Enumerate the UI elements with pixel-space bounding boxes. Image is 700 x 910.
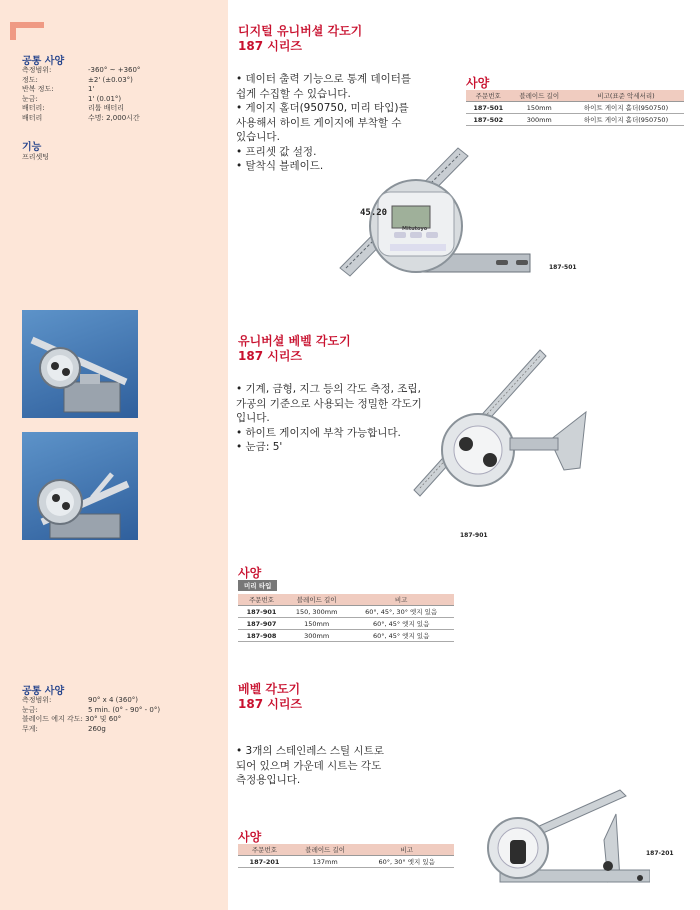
spec-row: 무게: 260g xyxy=(22,724,106,733)
section3-title xyxy=(238,682,302,712)
spec-row: 측정범위: -360° ~ +360° xyxy=(22,66,141,74)
table-header-row: 주문번호 블레이드 길이 비고(표준 악세서리) xyxy=(466,90,684,102)
common-spec-list-2 xyxy=(22,696,160,734)
spec-row: 반복 정도: 1' xyxy=(22,85,95,93)
spec-row: 블레이드 에지 각도: 30° 및 60° xyxy=(22,715,122,723)
common-spec-title-2: 공통 사양 xyxy=(22,686,65,697)
section3-series: 187 시리즈 xyxy=(238,697,303,711)
table-header-row: 주문번호 블레이드 길이 비고 xyxy=(238,594,454,606)
protractor-photo-1-illustration xyxy=(22,310,138,418)
corner-mark xyxy=(10,22,44,40)
table-header-row: 주문번호 블레이드 길이 비고 xyxy=(238,844,454,856)
product-photo-1 xyxy=(22,310,138,418)
common-spec-title-1: 공통 사양 xyxy=(22,56,65,67)
section2-model-tag: 187-901 xyxy=(460,532,488,539)
section2-series: 187 시리즈 xyxy=(238,349,303,363)
spec-row: 배터리 수명: 2,000시간 xyxy=(22,113,140,122)
section1-bullets: • 데이터 출력 기능으로 통계 데이터를 쉽게 수집할 수 있습니다. • 게이지 홀더(950750, 미리 타입)를 사용해서 하이트 게이지에 부착할 수 있습니다. • 프리셋 값 설정. • 탈착식 블레이드. xyxy=(236,73,412,172)
digital-protractor-illustration xyxy=(330,100,550,280)
section1-title xyxy=(238,24,362,54)
section3-title-line1: 베벨 각도기 xyxy=(238,682,301,696)
table-row: 187-501 150mm 하이트 게이지 홀더(950750) xyxy=(466,102,684,114)
product-photo-2 xyxy=(22,432,138,540)
section1-title-line1: 디지털 유니버셜 각도기 xyxy=(238,24,363,38)
section3-spec-title: 사양 xyxy=(238,830,262,844)
spec-row: 눈금: 5 min. (0° - 90° - 0°) xyxy=(22,705,161,714)
bevel-protractor-small-illustration xyxy=(470,770,650,900)
table-row: 187-201 137mm 60°, 30° 엣지 있음 xyxy=(238,856,454,868)
section1-spec-title: 사양 xyxy=(466,76,490,90)
table-row: 187-502 300mm 하이트 게이지 홀더(950750) xyxy=(466,114,684,126)
bevel-protractor-illustration xyxy=(410,340,590,510)
common-spec-list-1 xyxy=(22,66,140,123)
spec-row: 눈금: 1' (0.01°) xyxy=(22,94,122,103)
table-row: 187-907 150mm 60°, 45° 엣지 있음 xyxy=(238,618,454,630)
brand-label: Mitutoyo xyxy=(402,226,428,232)
section3-model-tag: 187-201 xyxy=(646,850,674,857)
spec-row: 정도: ±2' (±0.03°) xyxy=(22,75,133,84)
protractor-photo-2-illustration xyxy=(22,432,138,540)
section3-bullets: • 3개의 스테인레스 스틸 시트로 되어 있으며 가운데 시트는 각도 측정용입니다. xyxy=(236,745,384,786)
spec-row: 측정범위: 90° x 4 (360°) xyxy=(22,696,139,704)
section2-subtype-label: 미리 타입 xyxy=(238,580,277,591)
section1-model-tag: 187-501 xyxy=(549,264,577,271)
section2-bullets: • 기계, 금형, 지그 등의 각도 측정, 조립, 가공의 기준으로 사용되는 정밀한 각도기 입니다. • 하이트 게이지에 부착 가능합니다. • 눈금: 5' xyxy=(236,383,422,453)
spec-row: 배터리: 리튬 배터리 xyxy=(22,104,125,112)
table-row: 187-908 300mm 60°, 45° 엣지 있음 xyxy=(238,630,454,642)
section3-spec-table xyxy=(238,844,454,868)
section1-series: 187 시리즈 xyxy=(238,39,303,53)
section2-title-line1: 유니버셜 베벨 각도기 xyxy=(238,334,351,348)
section2-title xyxy=(238,334,351,364)
function-title: 기능 xyxy=(22,142,42,153)
section2-spec-table xyxy=(238,594,454,642)
section2-spec-title: 사양 xyxy=(238,566,262,580)
digital-display-readout: 45.20 xyxy=(360,208,388,218)
function-text: 프리셋팅 xyxy=(22,153,50,161)
table-row: 187-901 150, 300mm 60°, 45°, 30° 엣지 있음 xyxy=(238,606,454,618)
